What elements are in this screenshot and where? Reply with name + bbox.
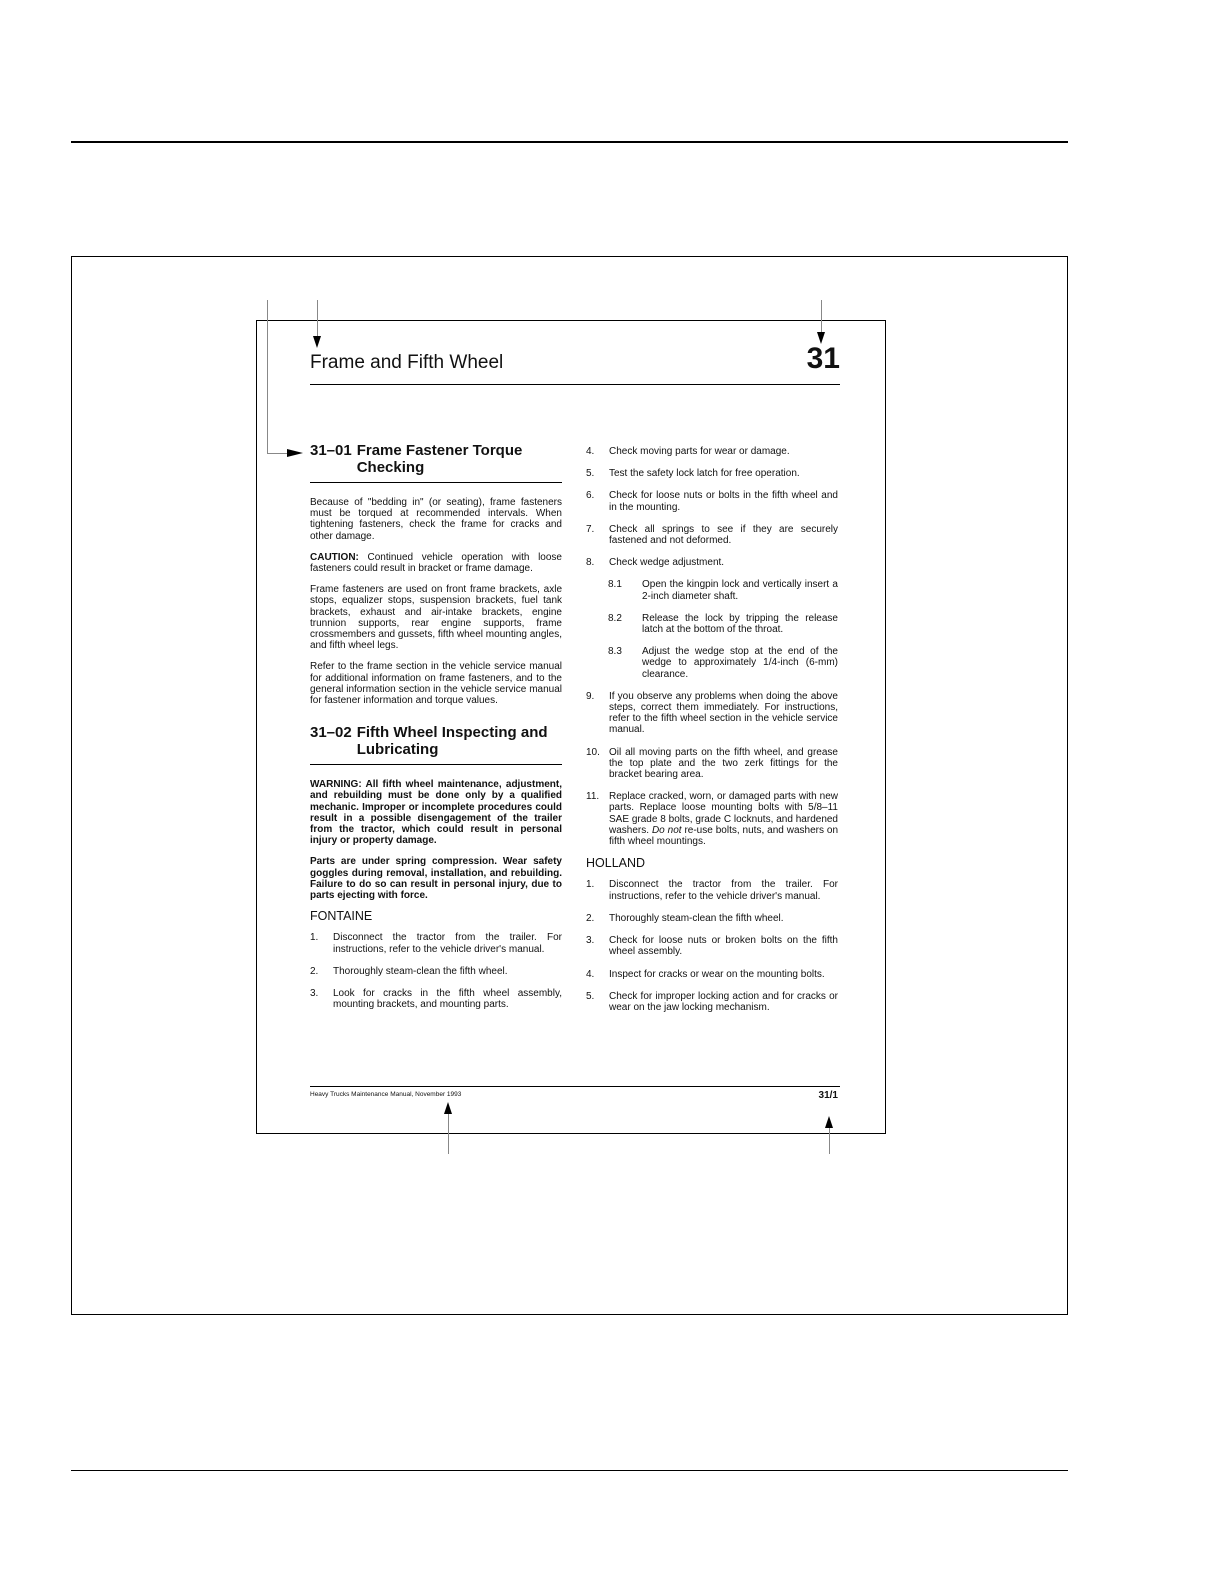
section-number: 31–02 bbox=[310, 724, 352, 742]
item-text: Release the lock by tripping the release latch at the bottom of the throat. bbox=[642, 612, 838, 636]
list-item bbox=[586, 913, 838, 924]
list-item bbox=[310, 988, 562, 1010]
section-heading bbox=[310, 724, 562, 758]
chapter-number: 31 bbox=[806, 342, 840, 375]
item-text: Test the safety lock latch for free operation. bbox=[609, 468, 800, 480]
list-item bbox=[586, 969, 838, 980]
bottom-rule bbox=[71, 1470, 1068, 1471]
list-item bbox=[310, 932, 562, 954]
item-text-part: re-use bolts, nuts, and washers on fifth wheel mountings. bbox=[609, 824, 839, 848]
caution-label: CAUTION: bbox=[310, 551, 359, 563]
item-text: Disconnect the tractor from the trailer. For instructions, refer to the vehicle driver's manual. bbox=[333, 932, 562, 955]
sub-list-item bbox=[586, 646, 838, 680]
arrow-down-icon bbox=[313, 336, 321, 348]
emphasis-text: Do not bbox=[651, 824, 682, 836]
left-column bbox=[310, 442, 562, 1022]
subheading-fontaine: FONTAINE bbox=[310, 909, 373, 924]
item-number: 6. bbox=[586, 490, 595, 502]
callout-line-number bbox=[821, 300, 822, 332]
item-text bbox=[609, 791, 838, 847]
item-number: 1. bbox=[586, 879, 595, 891]
section-number: 31–01 bbox=[310, 442, 352, 459]
item-number: 2. bbox=[310, 965, 319, 977]
item-text: Inspect for cracks or wear on the mounting bolts. bbox=[609, 968, 825, 980]
list-item bbox=[586, 468, 838, 479]
section-title: Fifth Wheel Inspecting and Lubricating bbox=[356, 724, 548, 759]
top-rule bbox=[71, 141, 1068, 143]
arrow-up-icon bbox=[444, 1102, 452, 1114]
item-number: 1. bbox=[310, 932, 319, 944]
item-text: If you observe any problems when doing the above steps, correct them immediately. For instructions, refer to the fifth wheel section in the vehicle service manual. bbox=[609, 690, 838, 736]
item-text: Check all springs to see if they are securely fastened and not deformed. bbox=[609, 523, 838, 547]
list-item bbox=[586, 446, 838, 457]
item-number: 3. bbox=[586, 935, 595, 947]
list-item bbox=[586, 691, 838, 736]
header-rule bbox=[310, 384, 840, 385]
item-text: Disconnect the tractor from the trailer. For instructions, refer to the vehicle driver's manual. bbox=[609, 879, 838, 902]
item-number: 3. bbox=[310, 988, 319, 1000]
right-column bbox=[586, 446, 838, 1024]
item-text: Open the kingpin lock and vertically insert a 2-inch diameter shaft. bbox=[642, 579, 838, 602]
list-item bbox=[310, 966, 562, 977]
item-number: 8.1 bbox=[608, 579, 622, 591]
list-item bbox=[586, 747, 838, 781]
item-number: 7. bbox=[586, 523, 595, 535]
list-item bbox=[586, 991, 838, 1013]
sub-list-item bbox=[586, 613, 838, 635]
paragraph: Refer to the frame section in the vehicle service manual for additional information on frame fasteners, and to the general information section in the vehicle service manual for fastener information and torque values. bbox=[310, 661, 562, 707]
callout-line-left-horizontal bbox=[267, 453, 289, 454]
paragraph: Frame fasteners are used on front frame brackets, axle stops, equalizer stops, suspension brackets, fuel tank brackets, exhaust and air-intake brackets, engine trunnion supports, rear engine supports, frame crossmembers and gussets, fifth wheel mounting angles, and fifth wheel legs. bbox=[310, 584, 562, 652]
callout-line-left bbox=[267, 300, 268, 454]
item-text: Check wedge adjustment. bbox=[609, 557, 725, 569]
item-text: Check for loose nuts or bolts in the fifth wheel and in the mounting. bbox=[609, 490, 838, 513]
item-number: 10. bbox=[586, 746, 600, 758]
item-number: 5. bbox=[586, 468, 595, 480]
item-number: 9. bbox=[586, 690, 595, 702]
arrow-up-icon bbox=[825, 1116, 833, 1128]
list-item bbox=[586, 935, 838, 957]
section-rule bbox=[310, 764, 562, 765]
section-rule bbox=[310, 482, 562, 483]
item-text: Oil all moving parts on the fifth wheel, and grease the top plate and the two zerk fittings for the bracket bearing area. bbox=[609, 746, 838, 781]
item-text: Thoroughly steam-clean the fifth wheel. bbox=[333, 965, 508, 977]
arrow-right-icon bbox=[287, 449, 303, 457]
item-number: 8.2 bbox=[608, 612, 622, 624]
item-number: 5. bbox=[586, 990, 595, 1002]
callout-line-page-number bbox=[829, 1128, 830, 1154]
chapter-title: Frame and Fifth Wheel bbox=[310, 352, 504, 373]
list-item bbox=[586, 791, 838, 847]
item-text: Adjust the wedge stop at the end of the wedge to approximately 1/4-inch (6-mm) clearance. bbox=[642, 646, 838, 680]
list-item bbox=[586, 557, 838, 568]
list-item bbox=[586, 524, 838, 546]
item-number: 8. bbox=[586, 557, 595, 569]
section-title: Frame Fastener Torque Checking bbox=[356, 442, 523, 476]
item-number: 4. bbox=[586, 968, 595, 980]
item-text: Look for cracks in the fifth wheel assembly, mounting brackets, and mounting parts. bbox=[333, 988, 562, 1011]
item-text: Check for loose nuts or broken bolts on the fifth wheel assembly. bbox=[609, 935, 838, 958]
item-number: 2. bbox=[586, 912, 595, 924]
item-text: Check for improper locking action and for cracks or wear on the jaw locking mechanism. bbox=[609, 990, 838, 1013]
subheading-holland: HOLLAND bbox=[586, 856, 646, 871]
footer-manual-title: Heavy Trucks Maintenance Manual, November 1993 bbox=[310, 1091, 462, 1098]
item-number: 8.3 bbox=[608, 646, 622, 658]
item-text-part: Replace cracked, worn, or damaged parts with new parts. Replace loose mounting bolts with 5/8–11 SAE grade 8 bolts, grade C locknuts, and hardened washers. bbox=[609, 791, 838, 836]
footer-page-number: 31/1 bbox=[818, 1090, 838, 1101]
callout-line-title bbox=[317, 300, 318, 336]
warning-paragraph: WARNING: All fifth wheel maintenance, adjustment, and rebuilding must be done only by a qualified mechanic. Improper or incomplete procedures could result in a possible disengagement of the trailer from the tractor, which could result in personal injury or property damage. bbox=[310, 779, 562, 847]
list-item bbox=[586, 490, 838, 512]
footer-rule bbox=[310, 1086, 840, 1087]
item-text: Check moving parts for wear or damage. bbox=[609, 446, 790, 457]
callout-line-footer bbox=[448, 1114, 449, 1154]
item-text: Thoroughly steam-clean the fifth wheel. bbox=[609, 912, 784, 924]
paragraph: Because of "bedding in" (or seating), frame fasteners must be torqued at recommended intervals. When tightening fasteners, check the frame for cracks and other damage. bbox=[310, 497, 562, 542]
caution-paragraph bbox=[310, 552, 562, 574]
list-item bbox=[586, 879, 838, 901]
caution-text: Continued vehicle operation with loose fasteners could result in bracket or frame damage. bbox=[310, 551, 562, 575]
section-heading bbox=[310, 442, 562, 476]
sub-list-item bbox=[586, 579, 838, 601]
item-number: 11. bbox=[586, 791, 600, 803]
warning-paragraph: Parts are under spring compression. Wear safety goggles during removal, installation, and rebuilding. Failure to do so can result in personal injury, due to parts ejecting with force. bbox=[310, 856, 562, 902]
item-number: 4. bbox=[586, 446, 595, 457]
